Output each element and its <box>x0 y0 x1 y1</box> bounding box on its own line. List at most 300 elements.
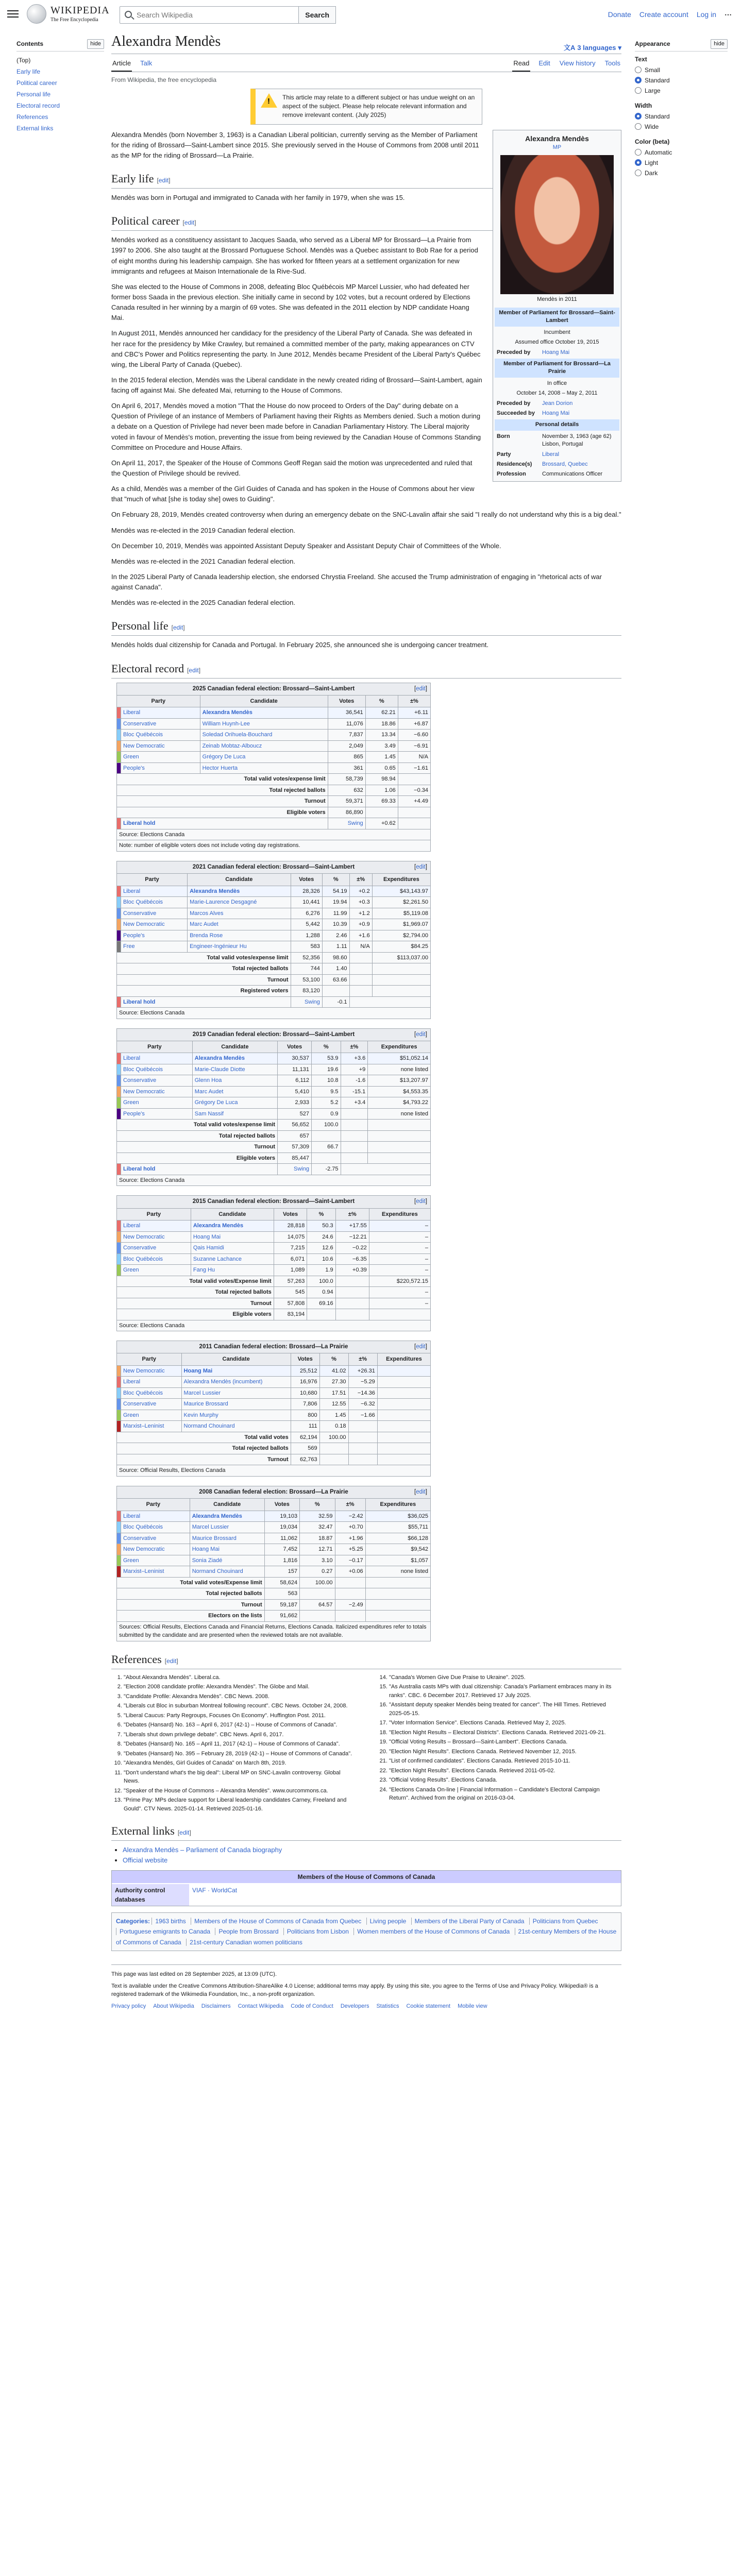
table-row <box>117 1075 431 1087</box>
column-header: % <box>300 1499 335 1511</box>
candidate-cell[interactable]: Glenn Hoa <box>192 1075 277 1087</box>
appearance-option[interactable] <box>635 168 728 178</box>
party-cell[interactable]: Liberal <box>121 1377 182 1388</box>
party-cell[interactable]: Bloc Québécois <box>121 1064 193 1075</box>
external-link[interactable]: Official website <box>123 1856 168 1864</box>
totals-change <box>348 1454 377 1465</box>
votes-cell: 19,103 <box>264 1511 299 1522</box>
party-cell[interactable]: Liberal <box>121 1053 193 1064</box>
appearance-option[interactable] <box>635 122 728 132</box>
wikipedia-logo[interactable] <box>27 4 110 24</box>
totals-percent: 100.00 <box>319 1432 348 1443</box>
footer-link[interactable]: Code of Conduct <box>291 2003 333 2009</box>
early-life-edit-link[interactable]: edit <box>158 177 169 184</box>
reference-item[interactable]: 19. "Official Voting Results – Brossard—Saint-Lambert". Elections Canada. <box>389 1738 621 1747</box>
candidate-cell[interactable]: Hoang Mai <box>191 1231 274 1243</box>
hold-label[interactable]: Liberal hold <box>121 1164 278 1175</box>
more-options-icon[interactable]: ⋯ <box>724 10 732 19</box>
main-menu-icon[interactable] <box>7 8 19 19</box>
paragraph: Mendès was re-elected in the 2019 Canadian federal election. <box>111 526 296 534</box>
totals-percent <box>319 1443 348 1454</box>
party-cell[interactable]: Green <box>121 752 200 763</box>
reference-item[interactable]: 1. "About Alexandra Mendès". Liberal.ca. <box>124 1673 356 1682</box>
votes-cell: 5,410 <box>278 1086 312 1097</box>
reference-item[interactable]: 5. "Liberal Caucus: Party Regroups, Focuses On Economy". Huffington Post. 2011. <box>124 1711 356 1720</box>
totals-percent: 1.06 <box>365 785 398 796</box>
party-cell[interactable]: Marxist–Leninist <box>121 1421 182 1432</box>
electoral-edit-link[interactable]: edit <box>189 666 199 674</box>
option-label: Large <box>645 87 661 94</box>
candidate-cell[interactable]: Hoang Mai <box>190 1544 264 1555</box>
radio-button[interactable] <box>635 66 642 73</box>
votes-cell: 28,326 <box>291 886 322 897</box>
party-cell[interactable]: Green <box>121 1555 190 1566</box>
navbox-title[interactable]: Members of the House of Commons of Canada <box>112 1871 621 1883</box>
tab-talk[interactable]: Talk <box>140 59 153 67</box>
category-link[interactable]: Members of the Liberal Party of Canada <box>411 1918 528 1925</box>
radio-button[interactable] <box>635 87 642 94</box>
category-link[interactable]: 21st-century Canadian women politicians <box>186 1939 306 1946</box>
party-cell[interactable]: New Democratic <box>121 1544 190 1555</box>
party-value[interactable]: Liberal <box>542 451 560 457</box>
election-title[interactable]: 2025 Canadian federal election: Brossard—Saint-Lambert <box>192 685 355 692</box>
party-color-swatch <box>117 1511 121 1522</box>
reference-item[interactable]: 20. "Election Night Results". Elections Canada. Retrieved November 12, 2015. <box>389 1748 621 1756</box>
header-link[interactable]: Log in <box>696 10 716 19</box>
candidate-cell[interactable]: Marcos Alves <box>188 908 291 919</box>
radio-button[interactable] <box>635 170 642 176</box>
totals-votes: 563 <box>264 1588 299 1600</box>
party-cell[interactable]: Green <box>121 1097 193 1109</box>
column-header: ±% <box>341 1041 368 1053</box>
radio-button[interactable] <box>635 123 642 130</box>
party-cell[interactable]: Conservative <box>121 908 188 919</box>
votes-cell: 5,442 <box>291 919 322 930</box>
candidate-cell[interactable]: Marie-Laurence Desgagné <box>188 897 291 908</box>
source-row <box>117 1621 431 1641</box>
election-title[interactable]: 2011 Canadian federal election: Brossard—La Prairie <box>199 1344 348 1350</box>
party-cell[interactable]: Green <box>121 1265 191 1276</box>
office-title-1[interactable]: Member of Parliament for Brossard—Saint-Lambert <box>495 308 619 327</box>
portrait-photo[interactable] <box>500 155 614 294</box>
appearance-option[interactable] <box>635 75 728 86</box>
tagline: From Wikipedia, the free encyclopedia <box>111 76 217 83</box>
search-button[interactable]: Search <box>298 6 336 24</box>
search-input[interactable] <box>120 7 298 23</box>
table-row <box>117 930 431 941</box>
election-title[interactable]: 2008 Canadian federal election: Brossard—La Prairie <box>199 1488 348 1495</box>
table-row <box>117 707 431 719</box>
column-header: Candidate <box>190 1499 264 1511</box>
swing-label[interactable]: Swing <box>291 996 322 1008</box>
appearance-group <box>635 137 728 178</box>
party-cell[interactable]: New Democratic <box>121 1086 193 1097</box>
reference-item[interactable]: 10. "Alexandra Mendès, Girl Guides of Canada" on March 8th, 2019. <box>124 1759 356 1768</box>
category-link[interactable]: Portuguese emigrants to Canada <box>116 1928 213 1935</box>
candidate-cell[interactable]: Kevin Murphy <box>181 1410 291 1421</box>
candidate-cell[interactable]: Normand Chouinard <box>181 1421 291 1432</box>
candidate-cell[interactable]: Maurice Brossard <box>190 1533 264 1544</box>
candidate-cell[interactable]: William Huynh-Lee <box>200 718 328 730</box>
election-title[interactable]: 2019 Canadian federal election: Brossard—Saint-Lambert <box>192 1031 355 1038</box>
electoral-heading: Electoral record <box>111 662 184 675</box>
party-cell[interactable]: Bloc Québécois <box>121 1387 182 1399</box>
reference-item[interactable]: 6. "Debates (Hansard) No. 163 – April 6, 2017 (42-1) – House of Commons of Canada". <box>124 1721 356 1730</box>
expenditure-cell: $9,542 <box>365 1544 430 1555</box>
totals-expenditure <box>368 1130 431 1142</box>
office-title-2[interactable]: Member of Parliament for Brossard—La Prairie <box>495 359 619 378</box>
party-cell[interactable]: Conservative <box>121 1399 182 1410</box>
party-cell[interactable]: New Democratic <box>121 1365 182 1377</box>
column-header: % <box>365 695 398 707</box>
toc-item[interactable]: Early life <box>16 67 41 75</box>
totals-expenditure <box>365 1588 430 1600</box>
election-edit-link[interactable]: edit <box>416 1031 426 1038</box>
header-link[interactable]: Donate <box>608 10 631 19</box>
totals-change <box>349 974 372 986</box>
toc-item[interactable]: (Top) <box>16 56 31 64</box>
footer-link[interactable]: Developers <box>340 2003 369 2009</box>
footer-link[interactable]: About Wikipedia <box>153 2003 194 2009</box>
totals-change <box>335 1287 369 1298</box>
column-header: Candidate <box>191 1208 274 1221</box>
party-cell[interactable]: New Democratic <box>121 919 188 930</box>
party-cell[interactable]: Free <box>121 941 188 953</box>
percent-cell: 18.87 <box>300 1533 335 1544</box>
candidate-cell[interactable]: Brenda Rose <box>188 930 291 941</box>
radio-button[interactable] <box>635 77 642 83</box>
tab-tools[interactable]: Tools <box>604 59 620 67</box>
infobox-postnominal[interactable]: MP <box>552 144 562 151</box>
party-cell[interactable]: Conservative <box>121 718 200 730</box>
election-edit-link[interactable]: edit <box>416 1344 426 1350</box>
percent-cell: 0.9 <box>312 1108 341 1120</box>
table-row <box>117 730 431 741</box>
expenditure-cell: – <box>369 1265 430 1276</box>
election-edit-link[interactable]: edit <box>416 685 426 692</box>
candidate-cell[interactable]: Grégory De Luca <box>192 1097 277 1109</box>
paragraph: Mendès holds dual citizenship for Canada and Portugal. In February 2025, she announced she is undergoing cancer treatment. <box>111 641 489 649</box>
votes-cell: 6,276 <box>291 908 322 919</box>
percent-cell: 12.71 <box>300 1544 335 1555</box>
totals-row <box>117 1599 431 1611</box>
footer-link[interactable]: Mobile view <box>458 2003 487 2009</box>
candidate-cell[interactable]: Suzanne Lachance <box>191 1253 274 1265</box>
paragraph: On April 11, 2017, the Speaker of the House of Commons Geoff Regan said the motion was unprecedented and ruled that the Question of Privilege should be revived. <box>111 459 473 478</box>
totals-expenditure: $113,037.00 <box>372 952 430 963</box>
totals-votes: 59,371 <box>328 796 365 807</box>
category-link[interactable]: 1963 births <box>151 1918 189 1925</box>
reference-item[interactable]: 9. "Debates (Hansard) No. 395 – February 28, 2019 (42-1) – House of Commons of Canada". <box>124 1750 356 1758</box>
candidate-cell[interactable]: Alexandra Mendès <box>192 1053 277 1064</box>
external-edit-link[interactable]: edit <box>179 1829 190 1837</box>
party-cell[interactable]: Green <box>121 1410 182 1421</box>
in-office-label: In office <box>547 380 567 386</box>
election-edit-link[interactable]: edit <box>416 1198 426 1205</box>
totals-change <box>335 1298 369 1309</box>
column-header: ±% <box>349 874 372 886</box>
election-title[interactable]: 2021 Canadian federal election: Brossard—Saint-Lambert <box>192 863 355 870</box>
change-cell: −6.60 <box>398 730 430 741</box>
born-label: Born <box>497 433 510 439</box>
personal-section: Personal life [edit] Mendès holds dual citizenship for Canada and Portugal. In February 2025, she announced she is undergoing cancer treatment. <box>111 617 621 650</box>
column-header: % <box>319 1353 348 1366</box>
election-title[interactable]: 2015 Canadian federal election: Brossard—Saint-Lambert <box>192 1198 355 1205</box>
toc-item[interactable]: Political career <box>16 79 57 87</box>
radio-button[interactable] <box>635 159 642 166</box>
category-link[interactable]: Politicians from Lisbon <box>283 1928 352 1935</box>
candidate-cell[interactable]: Sonia Ziadé <box>190 1555 264 1566</box>
party-color-swatch <box>117 1421 121 1432</box>
party-cell[interactable]: New Democratic <box>121 740 200 752</box>
election-table <box>116 1341 431 1477</box>
external-link-item <box>123 1855 621 1866</box>
candidate-cell[interactable]: Hoang Mai <box>181 1365 291 1377</box>
reference-item[interactable]: 12. "Speaker of the House of Commons – Alexandra Mendès". www.ourcommons.ca. <box>124 1787 356 1795</box>
party-cell[interactable]: Marxist–Leninist <box>121 1566 190 1578</box>
appearance-panel <box>635 39 728 183</box>
totals-percent: 98.94 <box>365 774 398 785</box>
candidate-cell[interactable]: Zeinab Mobtaz-Alboucz <box>200 740 328 752</box>
tab-view-history[interactable]: View history <box>559 59 596 67</box>
swing-label[interactable]: Swing <box>278 1164 312 1175</box>
column-header: ±% <box>335 1208 369 1221</box>
totals-label: Total valid votes/expense limit <box>117 952 291 963</box>
percent-cell: 1.9 <box>307 1265 335 1276</box>
category-link[interactable]: Politicians from Quebec <box>529 1918 601 1925</box>
search-box <box>120 6 336 24</box>
reference-item[interactable]: 17. "Voter Information Service". Elections Canada. Retrieved May 2, 2025. <box>389 1719 621 1727</box>
radio-button[interactable] <box>635 149 642 156</box>
election-edit-link[interactable]: edit <box>416 1488 426 1495</box>
candidate-cell[interactable]: Marc Audet <box>192 1086 277 1097</box>
totals-label: Turnout <box>117 1454 291 1465</box>
candidate-cell[interactable]: Marc Audet <box>188 919 291 930</box>
candidate-cell[interactable]: Alexandra Mendès <box>188 886 291 897</box>
external-link[interactable]: Alexandra Mendès – Parliament of Canada biography <box>123 1846 282 1854</box>
expenditure-cell <box>377 1399 430 1410</box>
swing-value: -0.1 <box>322 996 349 1008</box>
source-row <box>117 1008 431 1019</box>
footer-link[interactable]: Disclaimers <box>201 2003 231 2009</box>
tab-article[interactable]: Article <box>111 56 132 72</box>
party-cell[interactable]: Liberal <box>121 1511 190 1522</box>
category-link[interactable]: 21st-century Members of the House of Commons of Canada <box>116 1928 617 1946</box>
totals-label: Total valid votes/expense limit <box>117 1120 278 1131</box>
reference-item[interactable]: 3. "Candidate Profile: Alexandra Mendès". CBC News. 2008. <box>124 1692 356 1701</box>
candidate-cell[interactable]: Fang Hu <box>191 1265 274 1276</box>
reference-item[interactable]: 23. "Official Voting Results". Elections Canada. <box>389 1776 621 1785</box>
party-cell[interactable]: New Democratic <box>121 1231 191 1243</box>
party-cell[interactable]: Bloc Québécois <box>121 897 188 908</box>
hold-label[interactable]: Liberal hold <box>121 996 291 1008</box>
reference-item[interactable]: 21. "List of confirmed candidates". Elections Canada. Retrieved 2015-10-11. <box>389 1757 621 1766</box>
career-edit-link[interactable]: edit <box>184 219 195 227</box>
footer-link[interactable]: Privacy policy <box>111 2003 146 2009</box>
personal-edit-link[interactable]: edit <box>173 624 183 632</box>
tab-edit[interactable]: Edit <box>538 59 550 67</box>
reference-item[interactable]: 18. "Election Night Results – Electoral Districts". Elections Canada. Retrieved 2021-09-21. <box>389 1728 621 1737</box>
percent-cell: 24.6 <box>307 1231 335 1243</box>
reference-item[interactable]: 15. "As Australia casts MPs with dual citizenship: Canada's Parliament embraces many in its ranks". CBC. 6 December 2017. Retrieved 17 July 2025. <box>389 1683 621 1700</box>
swing-label[interactable]: Swing <box>328 818 365 829</box>
party-cell[interactable]: Conservative <box>121 1533 190 1544</box>
references-heading: References <box>111 1652 162 1666</box>
party-cell[interactable]: Liberal <box>121 707 200 719</box>
in-office-dates: October 14, 2008 – May 2, 2011 <box>516 390 598 397</box>
reference-item[interactable]: 14. "Canada's Women Give Due Praise to Ukraine". 2025. <box>389 1673 621 1682</box>
table-row <box>117 1097 431 1109</box>
candidate-cell[interactable]: Normand Chouinard <box>190 1566 264 1578</box>
toc-item[interactable]: Personal life <box>16 90 51 98</box>
party-cell[interactable]: Bloc Québécois <box>121 1522 190 1533</box>
change-cell: +0.9 <box>349 919 372 930</box>
totals-row <box>117 1287 431 1298</box>
option-label: Automatic <box>645 148 672 156</box>
category-link[interactable]: Women members of the House of Commons of Canada <box>353 1928 513 1935</box>
profession-value: Communications Officer <box>542 471 603 478</box>
reference-item[interactable]: 8. "Debates (Hansard) No. 165 – April 11, 2017 (42-1) – House of Commons of Canada". <box>124 1740 356 1749</box>
footer-link[interactable]: Statistics <box>376 2003 399 2009</box>
candidate-cell[interactable]: Hector Huerta <box>200 762 328 774</box>
party-cell[interactable]: Liberal <box>121 1221 191 1232</box>
totals-change <box>349 986 372 997</box>
appearance-option[interactable] <box>635 147 728 158</box>
party-cell[interactable]: People's <box>121 1108 193 1120</box>
candidate-cell[interactable]: Engineer-Ingénieur Hu <box>188 941 291 953</box>
blank-cell <box>341 1164 430 1175</box>
radio-button[interactable] <box>635 113 642 120</box>
footer-link[interactable]: Contact Wikipedia <box>238 2003 284 2009</box>
references-edit-link[interactable]: edit <box>166 1657 177 1665</box>
toc-item[interactable]: References <box>16 113 48 121</box>
candidate-cell[interactable]: Sam Nassif <box>192 1108 277 1120</box>
party-color-swatch <box>117 919 121 930</box>
candidate-cell[interactable]: Marcel Lussier <box>190 1522 264 1533</box>
column-header: Party <box>117 695 200 707</box>
party-cell[interactable]: Liberal <box>121 886 188 897</box>
preceded-by-1[interactable]: Hoang Mai <box>542 349 570 355</box>
votes-cell: 11,062 <box>264 1533 299 1544</box>
table-row <box>117 718 431 730</box>
election-caption: 2011 Canadian federal election: Brossard—La Prairie [edit] <box>116 1341 431 1353</box>
tab-read[interactable]: Read <box>512 56 530 72</box>
language-button[interactable] <box>564 43 621 53</box>
candidate-cell[interactable]: Soledad Orihuela-Bouchard <box>200 730 328 741</box>
election-table <box>116 1195 431 1331</box>
party-color-swatch <box>117 996 121 1008</box>
totals-expenditure <box>365 1577 430 1588</box>
candidate-cell[interactable]: Grégory De Luca <box>200 752 328 763</box>
party-cell[interactable]: People's <box>121 762 200 774</box>
expenditure-cell: $4,553.35 <box>368 1086 431 1097</box>
candidate-cell[interactable]: Marie-Claude Diotte <box>192 1064 277 1075</box>
categories-label[interactable]: Categories: <box>116 1918 150 1925</box>
source-row <box>117 1465 431 1477</box>
party-cell[interactable]: People's <box>121 930 188 941</box>
expenditure-cell <box>377 1421 430 1432</box>
appearance-hide-button[interactable]: hide <box>711 39 728 49</box>
residence-value[interactable]: Brossard, Quebec <box>542 461 588 467</box>
column-header: Candidate <box>192 1041 277 1053</box>
percent-cell: 50.3 <box>307 1221 335 1232</box>
party-cell[interactable]: Conservative <box>121 1075 193 1087</box>
totals-label: Turnout <box>117 1298 274 1309</box>
party-color-swatch <box>117 1221 121 1232</box>
authority-control-label[interactable]: Authority control databases <box>112 1884 189 1906</box>
reference-item[interactable]: 4. "Liberals cut Bloc in suburban Montreal following recount". CBC News. October 24, 2008. <box>124 1702 356 1710</box>
toc-item[interactable]: Electoral record <box>16 101 60 109</box>
totals-label: Eligible voters <box>117 1153 278 1164</box>
votes-cell: 865 <box>328 752 365 763</box>
percent-cell: 19.94 <box>322 897 349 908</box>
reference-item[interactable]: 13. "Prime Pay: MPs declare support for Liberal leadership candidates Carney, Freeland and Gould". CTV News. 2025-01-14. Retrieved 2025-01-16. <box>124 1796 356 1813</box>
appearance-option[interactable] <box>635 65 728 75</box>
category-link[interactable]: Members of the House of Commons of Canada from Quebec <box>191 1918 364 1925</box>
appearance-option[interactable] <box>635 111 728 122</box>
category-link[interactable]: People from Brossard <box>215 1928 281 1935</box>
column-header: Expenditures <box>369 1208 430 1221</box>
appearance-option[interactable] <box>635 158 728 168</box>
appearance-option[interactable] <box>635 86 728 96</box>
candidate-cell[interactable]: Alexandra Mendès <box>200 707 328 719</box>
candidate-cell[interactable]: Marcel Lussier <box>181 1387 291 1399</box>
category-link[interactable]: Living people <box>366 1918 410 1925</box>
candidate-cell[interactable]: Alexandra Mendès <box>190 1511 264 1522</box>
reference-item[interactable]: 7. "Liberals shut down privilege debate". CBC News. April 6, 2017. <box>124 1731 356 1739</box>
totals-label: Total valid votes/Expense limit <box>117 1577 265 1588</box>
succeeded-by-2[interactable]: Hoang Mai <box>542 410 570 416</box>
authority-control-values[interactable]: VIAF · WorldCat <box>189 1884 621 1906</box>
preceded-by-2[interactable]: Jean Dorion <box>542 400 573 406</box>
votes-cell: 527 <box>278 1108 312 1120</box>
totals-expenditure <box>365 1611 430 1622</box>
table-row <box>117 1410 431 1421</box>
candidate-cell[interactable]: Maurice Brossard <box>181 1399 291 1410</box>
expenditure-cell <box>377 1377 430 1388</box>
reference-item[interactable]: 2. "Election 2008 candidate profile: Alexandra Mendès". The Globe and Mail. <box>124 1683 356 1691</box>
reference-item[interactable]: 11. "Don't understand what's the big deal": Liberal MP on SNC-Lavalin controversy. Global News. <box>124 1769 356 1786</box>
footer-link[interactable]: Cookie statement <box>406 2003 451 2009</box>
candidate-cell[interactable]: Qais Hamidi <box>191 1243 274 1254</box>
last-edited: This page was last edited on 28 September 2025, at 13:09 (UTC). <box>111 1971 277 1978</box>
change-cell: +1.6 <box>349 930 372 941</box>
reference-item[interactable]: 24. "Elections Canada On-line | Financial Information – Candidate's Electoral Campaign Return". Archived from the original on 2016-03-04. <box>389 1786 621 1803</box>
column-header: Votes <box>328 695 365 707</box>
reference-item[interactable]: 22. "Election Night Results". Elections Canada. Retrieved 2011-05-02. <box>389 1767 621 1775</box>
hold-label[interactable]: Liberal hold <box>121 818 328 829</box>
toc-item[interactable]: External links <box>16 124 54 132</box>
change-cell: −0.22 <box>335 1243 369 1254</box>
candidate-cell[interactable]: Alexandra Mendès <box>191 1221 274 1232</box>
totals-votes: 83,194 <box>274 1309 307 1320</box>
reference-item[interactable]: 16. "Assistant deputy speaker Mendès being treated for cancer". The Hill Times. Retrieved 2025-05-15. <box>389 1701 621 1718</box>
election-header-row <box>117 1208 431 1221</box>
change-cell: −6.91 <box>398 740 430 752</box>
column-header: Party <box>117 874 188 886</box>
party-cell[interactable]: Bloc Québécois <box>121 730 200 741</box>
toc-hide-button[interactable]: hide <box>87 39 104 49</box>
election-edit-link[interactable]: edit <box>416 863 426 870</box>
header-link[interactable]: Create account <box>639 10 688 19</box>
candidate-cell[interactable]: Alexandra Mendès (incumbent) <box>181 1377 291 1388</box>
party-color-swatch <box>117 707 121 719</box>
party-cell[interactable]: Bloc Québécois <box>121 1253 191 1265</box>
party-color-swatch <box>117 1544 121 1555</box>
totals-percent <box>365 807 398 818</box>
paragraph: Mendès was re-elected in the 2021 Canadian federal election. <box>111 557 296 565</box>
party-cell[interactable]: Conservative <box>121 1243 191 1254</box>
